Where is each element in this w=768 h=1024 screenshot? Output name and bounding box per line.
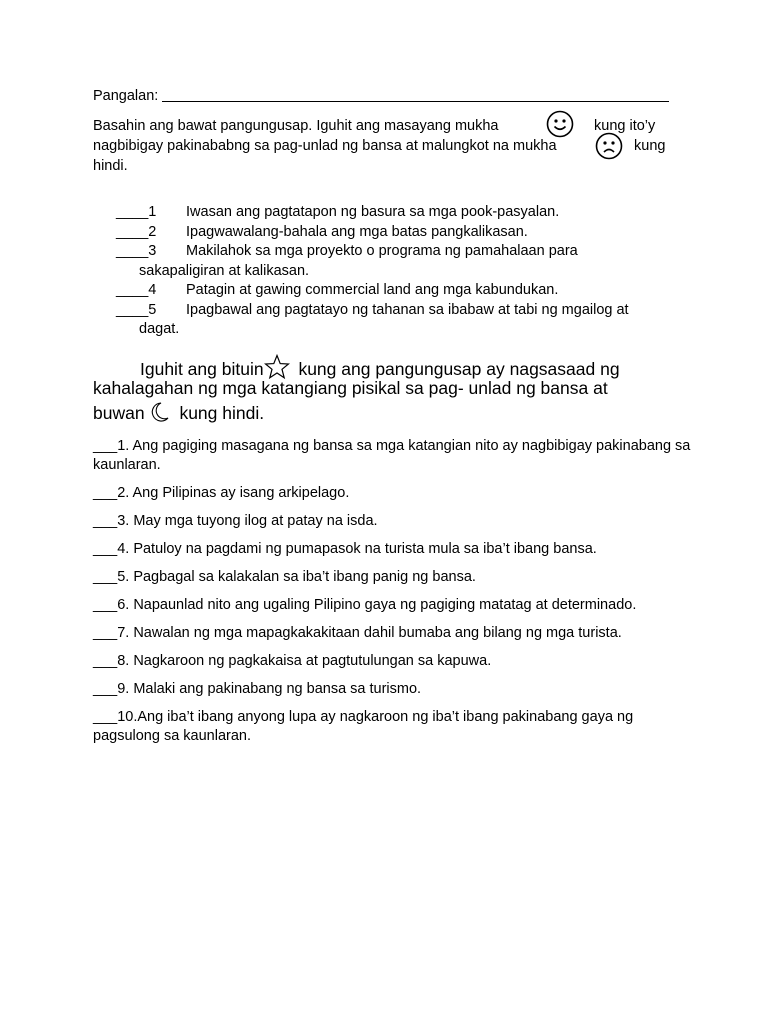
- list-item: ___2. Ang Pilipinas ay isang arkipelago.: [93, 485, 350, 501]
- name-blank-line[interactable]: [162, 87, 669, 102]
- list-item: [116, 223, 676, 243]
- instructions-faces: [93, 116, 683, 176]
- part1-list: [116, 203, 676, 340]
- answer-blank[interactable]: ____4: [116, 282, 157, 298]
- list-item: [116, 281, 676, 301]
- list-item: ___5. Pagbagal sa kalakalan sa iba’t ibang panig ng bansa.: [93, 569, 476, 585]
- list-item: ___3. May mga tuyong ilog at patay na isda.: [93, 513, 378, 529]
- moon-icon: [147, 400, 171, 424]
- answer-blank[interactable]: ____3: [116, 243, 157, 259]
- name-label: Pangalan:: [93, 88, 159, 104]
- item-text: Ipagbawal ang pagtatayo ng tahanan sa ibabaw at tabi ng mgailog at: [186, 301, 629, 318]
- item-text: Iwasan ang pagtatapon ng basura sa mga pook-pasyalan.: [186, 204, 560, 220]
- happy-face-icon: [546, 110, 574, 138]
- instr2-line3-b: kung hindi.: [179, 403, 265, 423]
- answer-blank[interactable]: ____2: [116, 223, 157, 240]
- list-item: ___7. Nawalan ng mga mapagkakakitaan dahil bumaba ang bilang ng mga turista.: [93, 625, 622, 641]
- instr1-line1-b: kung ito’y: [594, 118, 656, 134]
- list-item: ___6. Napaunlad nito ang ugaling Pilipino gaya ng pagiging matatag at determinado.: [93, 597, 637, 613]
- list-item: ___1. Ang pagiging masagana ng bansa sa mga katangian nito ay nagbibigay pakinabang sa kaunlaran.: [93, 438, 691, 473]
- item-text: Patagin at gawing commercial land ang mga kabundukan.: [186, 282, 559, 298]
- instr1-line2-a: nagbibigay pakinababng sa pag-unlad ng bansa at malungkot na mukha: [93, 138, 557, 154]
- item-text-continued: sakapaligiran at kalikasan.: [139, 262, 310, 279]
- instr1-line1-a: Basahin ang bawat pangungusap. Iguhit ang masayang mukha: [93, 118, 499, 134]
- item-text-continued: dagat.: [139, 321, 180, 337]
- list-item: ___10.Ang iba’t ibang anyong lupa ay nagkaroon ng iba’t ibang pakinabang gaya ng pagsulong sa kaunlaran.: [93, 709, 634, 744]
- instr2-line1-a: Iguhit ang bituin: [140, 359, 264, 379]
- part2-list: [93, 437, 693, 755]
- answer-blank[interactable]: ____5: [116, 301, 157, 318]
- instr2-line3-a: buwan: [93, 403, 145, 423]
- list-item: ___9. Malaki ang pakinabang ng bansa sa turismo.: [93, 681, 422, 697]
- list-item: ___4. Patuloy na pagdami ng pumapasok na turista mula sa iba’t ibang bansa.: [93, 541, 597, 557]
- instructions-star-moon: [93, 354, 693, 423]
- instr2-line2: kahalagahan ng mga katangiang pisikal sa pag- unlad ng bansa at: [93, 378, 608, 398]
- name-field: [93, 87, 669, 104]
- list-item: [116, 242, 676, 262]
- instr1-line2-b: kung: [634, 138, 666, 154]
- answer-blank[interactable]: ____1: [116, 204, 157, 220]
- list-item: ___8. Nagkaroon ng pagkakaisa at pagtutulungan sa kapuwa.: [93, 653, 492, 669]
- item-text: Ipagwawalang-bahala ang mga batas pangkalikasan.: [186, 223, 528, 240]
- list-item: [116, 301, 676, 321]
- instr2-line1-b: kung ang pangungusap ay nagsasaad ng: [298, 359, 620, 379]
- instr1-line3: hindi.: [93, 158, 128, 174]
- list-item: [116, 203, 676, 223]
- item-text: Makilahok sa mga proyekto o programa ng pamahalaan para: [186, 243, 578, 259]
